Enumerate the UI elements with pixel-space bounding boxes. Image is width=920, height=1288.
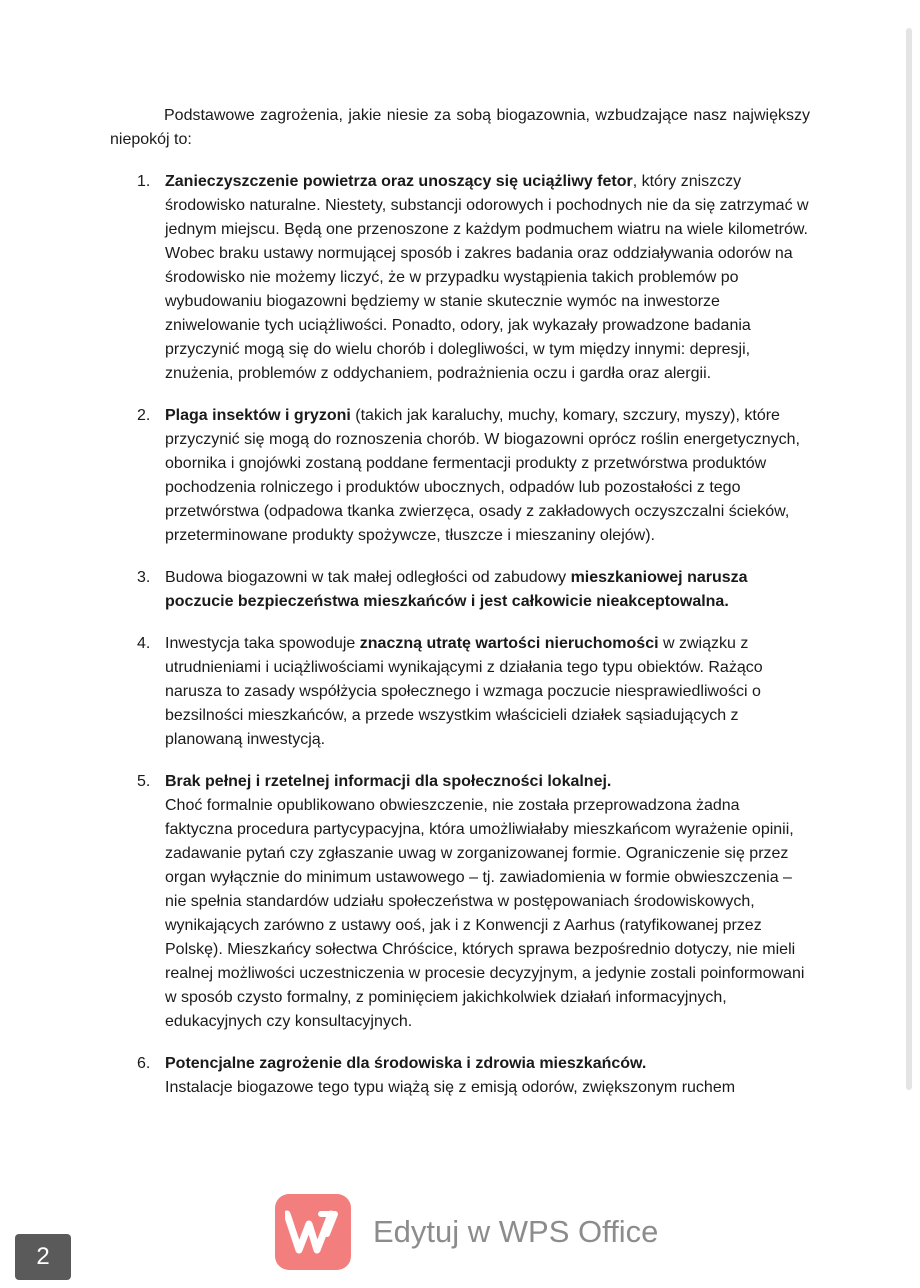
item-text: w związku z utrudnieniami i uciążliwościami wynikającymi z działania tego typu obiektów. Rażąco narusza to zasady współżycia społecznego i wzmaga poczucie niesprawiedliwości o bezsilności mieszkańców, a przede wszystkim właścicieli działek sąsiadujących z planowaną inwestycją. xyxy=(165,635,763,748)
edit-in-wps-button[interactable] xyxy=(275,1194,658,1270)
item-text-pre: Budowa biogazowni w tak małej odległości od zabudowy xyxy=(165,569,571,586)
item-number: 6. xyxy=(137,1055,151,1072)
item-number: 4. xyxy=(137,635,151,652)
scrollbar[interactable] xyxy=(906,28,912,1090)
wps-logo-icon xyxy=(275,1194,351,1270)
item-number: 3. xyxy=(137,569,151,586)
list-item xyxy=(110,170,810,386)
item-bold: mieszkaniowej narusza poczucie bezpieczeństwa mieszkańców i jest całkowicie nieakceptowalna. xyxy=(165,569,748,610)
item-bold: znaczną utratę wartości nieruchomości xyxy=(359,635,659,652)
list-item xyxy=(110,566,810,614)
document-body xyxy=(110,104,810,1118)
intro-paragraph: Podstawowe zagrożenia, jakie niesie za sobą biogazownia, wzbudzające nasz największy niepokój to: xyxy=(110,107,810,148)
item-text: Choć formalnie opublikowano obwieszczenie, nie została przeprowadzona żadna faktyczna procedura partycypacyjna, która umożliwiałaby mieszkańcom wyrażenie opinii, zadawanie pytań czy zgłaszanie uwag w zorganizowanej formie. Ograniczenie się przez organ wyłącznie do minimum ustawowego – tj. zawiadomienia w formie obwieszczenia – nie spełnia standardów udziału społeczeństwa w postępowaniach środowiskowych, wynikających zarówno z ustawy ooś, jak i z Konwencji z Aarhus (ratyfikowanej przez Polskę). Mieszkańcy sołectwa Chróścice, których sprawa bezpośrednio dotyczy, nie mieli realnej możliwości uczestniczenia w procesie decyzyjnym, a jedynie zostali poinformowani w sposób czysto formalny, z pominięciem jakichkolwiek działań informacyjnych, edukacyjnych czy konsultacyjnych. xyxy=(165,797,805,1030)
list-item xyxy=(110,632,810,752)
item-text: Instalacje biogazowe tego typu wiążą się z emisją odorów, zwiększonym ruchem xyxy=(165,1079,736,1096)
item-number: 5. xyxy=(137,773,151,790)
item-text: (takich jak karaluchy, muchy, komary, szczury, myszy), które przyczynić się mogą do roznoszenia chorób. W biogazowni oprócz roślin energetycznych, obornika i gnojówki zostaną poddane fermentacji produkty z przetwórstwa produktów pochodzenia rolniczego i produktów ubocznych, odpadów lub pozostałości z tego przetwórstwa (odpadowa tkanka zwierzęca, osady z zakładowych oczyszczalni ścieków, przeterminowane produkty spożywcze, tłuszcze i mieszaniny olejów). xyxy=(165,407,800,544)
item-text: , który zniszczy środowisko naturalne. Niestety, substancji odorowych i pochodnych nie da się zatrzymać w jednym miejscu. Będą one przenoszone z każdym podmuchem wiatru na wiele kilometrów. Wobec braku ustawy normującej sposób i zakres badania oraz oddziaływania odorów na środowisko nie możemy liczyć, że w przypadku wystąpienia takich problemów po wybudowaniu biogazowni będziemy w stanie skutecznie wymóc na inwestorze zniwelowanie tych uciążliwości. Ponadto, odory, jak wykazały prowadzone badania przyczynić mogą się do wielu chorób i dolegliwości, w tym między innymi: depresji, znużenia, problemów z oddychaniem, podrażnienia oczu i gardła oraz alergii. xyxy=(165,173,809,382)
item-text-pre: Inwestycja taka spowoduje xyxy=(165,635,360,652)
list-item xyxy=(110,1052,810,1100)
page-number-badge: 2 xyxy=(15,1234,71,1280)
item-bold: Potencjalne zagrożenie dla środowiska i zdrowia mieszkańców. xyxy=(165,1055,647,1072)
item-number: 2. xyxy=(137,407,151,424)
list-item xyxy=(110,404,810,548)
item-bold: Brak pełnej i rzetelnej informacji dla społeczności lokalnej. xyxy=(165,773,612,790)
list-item xyxy=(110,770,810,1034)
wps-label: Edytuj w WPS Office xyxy=(373,1214,659,1249)
threat-list xyxy=(110,170,810,1100)
item-bold: Plaga insektów i gryzoni xyxy=(165,407,351,424)
item-number: 1. xyxy=(137,173,151,190)
item-bold: Zanieczyszczenie powietrza oraz unoszący się uciążliwy fetor xyxy=(165,173,633,190)
